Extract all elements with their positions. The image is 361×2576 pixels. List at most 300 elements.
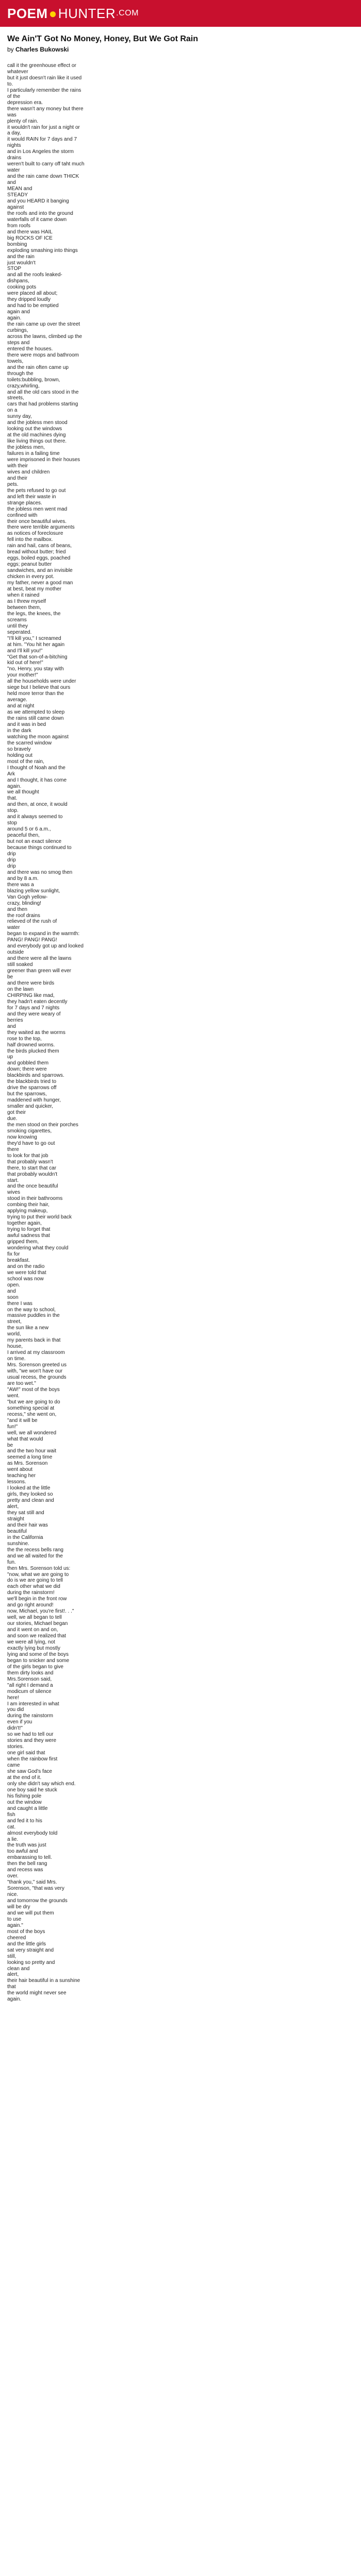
poem-line: beautiful — [7, 1528, 27, 1534]
poem-title: We Ain'T Got No Money, Honey, But We Got Rain — [7, 35, 199, 43]
poem-line: so bravely — [7, 746, 31, 752]
byline-prefix: by — [7, 46, 16, 53]
poem-line: and you HEARD it banging against — [7, 198, 71, 210]
poem-line: the roof drains — [7, 912, 40, 919]
poem-line: strange places. — [7, 500, 42, 506]
poem-line: a lie. — [7, 1836, 19, 1842]
poem-line: stories. — [7, 1744, 24, 1750]
poem-line: exploding smashing into things — [7, 247, 78, 253]
poem-line: that probably wasn't — [7, 1159, 53, 1165]
poem-line: and gobbled them — [7, 1060, 49, 1066]
poem-line: my father, never a good man — [7, 580, 73, 586]
poem-line: and their hair was — [7, 1522, 48, 1528]
poem-line: there were mops and bathroom towels, — [7, 352, 80, 364]
poem-line: their once beautiful wives. — [7, 518, 67, 524]
poem-line: STEADY — [7, 192, 28, 198]
poem-line: cooking pots — [7, 284, 37, 291]
poem-line: be — [7, 974, 13, 980]
poem-line: around 5 or 6 a.m., — [7, 826, 51, 833]
poem-line: and the rain — [7, 253, 35, 260]
poem-line: do is we are going to tell — [7, 1578, 63, 1584]
poem-line: drip — [7, 863, 16, 869]
poem-line: alert, — [7, 1504, 19, 1510]
poem-line: are too wet." — [7, 1380, 36, 1386]
poem-line: here! — [7, 1694, 19, 1701]
poem-line: gripped them, — [7, 1239, 39, 1245]
poem-line: they hadn't eaten decently — [7, 998, 68, 1005]
poem-line: I looked at the little — [7, 1485, 51, 1492]
poem-line: it wouldn't rain for just a night or — [7, 124, 80, 130]
poem-line: weren't built to carry off taht much — [7, 161, 85, 167]
poem-line: drive the sparrows off — [7, 1085, 57, 1091]
poem-line: from roofs — [7, 223, 31, 229]
poem-line: and I thought, it has come — [7, 777, 67, 783]
poem-line: them dirty looks and — [7, 1670, 54, 1676]
poem-line: there was a — [7, 882, 34, 888]
poem-line: and it was in bed — [7, 721, 46, 727]
poem-line: drip — [7, 851, 16, 857]
poem-line: that probably wouldn't — [7, 1171, 57, 1177]
poem-line: sat very straight and — [7, 1947, 54, 1953]
poem-line: confined with — [7, 512, 38, 518]
poem-line: failures in a failing time — [7, 451, 60, 457]
poem-line: sunshine. — [7, 1540, 29, 1547]
poem-line: at best, beat my mother — [7, 586, 62, 592]
poem-line: and fed it to his — [7, 1818, 42, 1824]
poem-line: the truth was just — [7, 1842, 46, 1849]
poem-line: and they were weary of — [7, 1011, 61, 1017]
poem-line: and go right around! — [7, 1602, 54, 1608]
poem-line: I arrived at my classroom — [7, 1350, 65, 1356]
poem-line: looking so pretty and — [7, 1959, 55, 1965]
poem-line: dishpans, — [7, 278, 29, 284]
poem-line: street, — [7, 1319, 22, 1325]
poem-line: soon — [7, 1294, 19, 1300]
poem-line: awful sadness that — [7, 1233, 50, 1239]
poem-line: and left their waste in — [7, 494, 56, 500]
poem-line: again." — [7, 1922, 23, 1928]
poem-line: and the rain often came up through the — [7, 364, 70, 377]
poem-line: teaching her — [7, 1473, 36, 1479]
poem-line: and I'll kill you!" — [7, 648, 43, 654]
poem-line: and we will put them — [7, 1910, 54, 1916]
poem-line: again. — [7, 315, 22, 321]
poem-line: the jobless men, — [7, 445, 45, 451]
poem-line: the roofs and into the ground — [7, 210, 73, 216]
poem-line: eggs; peanut butter — [7, 562, 52, 568]
poem-line: all the households were under — [7, 679, 76, 685]
poem-line: peaceful then, — [7, 833, 40, 839]
poem-line: trying to put their world back — [7, 1214, 72, 1221]
poem-line: and soon we realized that — [7, 1633, 66, 1639]
poem-line: STOP — [7, 266, 22, 272]
poem-line: waterfalls of it came down — [7, 216, 67, 223]
poem-line: call it the greenhouse effect or whatever — [7, 63, 78, 75]
poem-line: and the rain came down THICK and — [7, 174, 81, 186]
poem-line: kid out of here!" — [7, 660, 43, 666]
poem-line: on time. — [7, 1356, 26, 1362]
poem-line: the pets refused to go out — [7, 487, 66, 494]
poem-line: fell into the mailbox. — [7, 537, 53, 543]
poem-line: girls, they looked so — [7, 1492, 53, 1498]
poem-line: when the rainbow first — [7, 1756, 58, 1762]
poem-line: watching the moon against — [7, 734, 69, 740]
poem-line: something special at — [7, 1405, 55, 1411]
poem-line: the blackbirds tried to — [7, 1079, 57, 1085]
poem-line: and there was no smog then — [7, 869, 73, 875]
poem-line: Van Gogh yellow- — [7, 894, 48, 900]
poem-line: "now, what we are going to — [7, 1571, 69, 1578]
poem-line: so we had to tell our — [7, 1732, 54, 1738]
poem-line: MEAN and — [7, 186, 32, 192]
poem-line: I particularly remember the rains of the — [7, 87, 83, 99]
poem-line: we were all lying, not — [7, 1639, 55, 1645]
poem-line: there, to start that car — [7, 1165, 57, 1171]
poem-line: half drowned worms. — [7, 1042, 55, 1048]
poem-line: almost everybody told — [7, 1830, 58, 1836]
poem-line: depression era. — [7, 99, 43, 106]
poem-line: that. — [7, 795, 18, 802]
poem-line: and at night — [7, 703, 35, 709]
poem-line: alert, — [7, 1972, 19, 1978]
poem-line: the the recess bells rang — [7, 1547, 63, 1553]
poem-line: "all right I demand a — [7, 1682, 53, 1688]
poem-line: just wouldn't — [7, 260, 36, 266]
poem-line: again. — [7, 1996, 22, 2003]
poem-line: they waited as the worms — [7, 1029, 65, 1036]
poem-line: but not an exact silence — [7, 839, 62, 845]
logo-text-suffix: .COM — [116, 9, 139, 18]
poem-line: lessons. — [7, 1479, 26, 1485]
poem-line: and recess was — [7, 1867, 43, 1873]
poem-line: of the girls began to give — [7, 1664, 63, 1670]
poem-line: open. — [7, 1282, 21, 1288]
poem-line: and the once beautiful — [7, 1183, 58, 1190]
poem-line: plenty of rain. — [7, 118, 39, 124]
poem-line: fix for — [7, 1251, 20, 1257]
poem-line: again. — [7, 783, 22, 789]
poem-line: at him. "You hit her again — [7, 641, 65, 648]
poem-line: down; there were — [7, 1066, 47, 1073]
poem-line: in the California — [7, 1534, 43, 1540]
poem-line: rain and hail, cans of beans, — [7, 543, 72, 549]
poem-line: one girl said that — [7, 1750, 45, 1756]
poem-line: even if you — [7, 1719, 32, 1725]
poem-line: chicken in every pot. — [7, 574, 55, 580]
poem-line: as Mrs. Sorenson — [7, 1461, 48, 1467]
poem-line: most of the boys — [7, 1928, 45, 1935]
poem-line: stories and they were — [7, 1738, 57, 1744]
poem-line: well, we all wondered — [7, 1430, 57, 1436]
poem-line: house, — [7, 1344, 23, 1350]
poem-line: and — [7, 1023, 16, 1029]
poem-line: were imprisoned in their houses with their — [7, 457, 81, 469]
poem-line: and everybody got up and looked outside — [7, 943, 85, 956]
poem-line: didn't!" — [7, 1725, 23, 1732]
poem-line: the birds plucked them — [7, 1048, 59, 1054]
poem-line: held more terror than the — [7, 691, 64, 697]
poem-line: stop — [7, 820, 17, 826]
poem-line: CHIRPING like mad, — [7, 992, 55, 998]
poem-line: still soaked — [7, 962, 33, 968]
poem-line: up — [7, 1054, 13, 1060]
poem-line: the jobless men went mad — [7, 506, 68, 512]
poem-line: most of the rain, — [7, 758, 44, 765]
poem-line: and then — [7, 906, 27, 912]
poem-line: pretty and clean and — [7, 1498, 54, 1504]
poem-line: and — [7, 1288, 16, 1294]
poem-line: "I'll kill you," I screamed — [7, 635, 61, 641]
poem-line: the legs, the knees, the — [7, 611, 61, 617]
poem-line: we were told that — [7, 1269, 46, 1276]
poem-line: stood in their bathrooms — [7, 1196, 63, 1202]
poem-line: sandwiches, and an invisible — [7, 568, 73, 574]
poem-line: and the jobless men stood — [7, 420, 68, 426]
poem-line: rose to the top, — [7, 1036, 42, 1042]
poem-line: when it rained — [7, 592, 40, 598]
poem-line: bombing — [7, 241, 27, 247]
poem-line: applying makeup, — [7, 1208, 48, 1214]
poem-line: at the end of it. — [7, 1774, 42, 1781]
poem-line: and all the roofs leaked- — [7, 272, 62, 278]
poem-line: then Mrs. Sorenson told us: — [7, 1565, 71, 1571]
poem-line: I am interested in what — [7, 1701, 59, 1707]
poem-line: and on the radio — [7, 1263, 45, 1269]
poem-line: to use — [7, 1916, 22, 1922]
poem-line: went about — [7, 1467, 32, 1473]
poem-line: only she didn't say which end. — [7, 1781, 76, 1787]
poem-line: over. — [7, 1873, 19, 1879]
poem-line: we'll begin in the front row — [7, 1596, 67, 1602]
poem-line: cars that had problems starting on a — [7, 401, 80, 414]
poem-line: entered the houses. — [7, 346, 53, 352]
poem-line: on the way to school, — [7, 1307, 56, 1313]
poem-line: the scarred window — [7, 740, 52, 746]
poem-line: seperated. — [7, 629, 32, 635]
poem-line: and all the old cars stood in the streets, — [7, 389, 80, 401]
poem-line: Mrs.Sorenson said, — [7, 1676, 52, 1682]
poem-line: massive puddles in the — [7, 1313, 60, 1319]
poem-line: "AW!" most of the boys — [7, 1386, 60, 1393]
poem-line: and by 8 a.m. — [7, 875, 39, 882]
poem-line: "Get that son-of-a-bitching — [7, 654, 68, 660]
poem-line: and the little girls — [7, 1941, 46, 1947]
poem-line: cat. — [7, 1824, 16, 1830]
poem-line: berries — [7, 1017, 23, 1023]
poem-line: looking out the windows — [7, 426, 62, 432]
poem-line: together again, — [7, 1221, 42, 1227]
logo-text-left: POEM — [7, 5, 48, 21]
poem-line: and their — [7, 475, 27, 481]
poem-line: as notices of foreclosure — [7, 531, 63, 537]
poem-line: siege but I believe that ours — [7, 685, 71, 691]
poem-line: and there was HAIL — [7, 229, 53, 235]
poem-line: and there were birds — [7, 980, 55, 987]
poem-line: and then, at once, it would — [7, 802, 68, 808]
poem-line: wives — [7, 1190, 21, 1196]
poem-line: they dripped loudly — [7, 297, 51, 303]
poem-line: began to snicker and some — [7, 1657, 70, 1664]
poem-line: and tomorrow the grounds — [7, 1898, 68, 1904]
poem-line: and there were all the lawns — [7, 956, 72, 962]
poem-line: PANG! PANG! PANG! — [7, 937, 57, 943]
poem-line: to look for that job — [7, 1153, 48, 1159]
poem-line: average. — [7, 697, 27, 703]
poem-line: what that would — [7, 1436, 43, 1442]
poem-line: there I was — [7, 1300, 32, 1307]
poem-line: be — [7, 1442, 13, 1448]
poem-line: Sorenson, "that was very — [7, 1886, 64, 1892]
poem-line: holding out — [7, 752, 32, 758]
poem-line: "no, Henry, you stay with — [7, 666, 64, 672]
poem-line: too awful and — [7, 1849, 38, 1855]
poem-line: "but we are going to do — [7, 1399, 60, 1405]
poem-line: she saw God's face — [7, 1769, 52, 1775]
poem-line: fish — [7, 1811, 15, 1818]
logo-separator-icon: ● — [48, 5, 57, 21]
poem-line: one boy said he stuck — [7, 1787, 57, 1793]
poem-line: out the window — [7, 1799, 42, 1805]
poem-line: his fishing pole — [7, 1793, 42, 1799]
poem-line: then the bell rang — [7, 1861, 47, 1867]
poem-line: they'd have to go out — [7, 1140, 55, 1146]
site-logo[interactable] — [7, 4, 139, 23]
poem-line: got their — [7, 1110, 26, 1116]
poem-line: well, we all began to tell — [7, 1615, 62, 1621]
poem-line: water — [7, 925, 20, 931]
poem-line: on the lawn — [7, 986, 34, 992]
poem-line: fun. — [7, 1559, 16, 1565]
poem-line: will be dry — [7, 1904, 30, 1910]
poem-line: and in Los Angeles the storm drains — [7, 149, 75, 161]
logo-text-right: HUNTER — [58, 5, 116, 21]
poem-line: wondering what they could — [7, 1245, 69, 1251]
poem-line: cheered — [7, 1935, 26, 1941]
poem-line: fun!" — [7, 1423, 18, 1430]
poem-line: your mother!" — [7, 672, 38, 679]
poem-line: "and it will be — [7, 1417, 38, 1423]
poem-line: began to expand in the warmth: — [7, 931, 80, 937]
poem-line: because things continued to — [7, 845, 72, 851]
poem-line: our stories, Michael began — [7, 1621, 68, 1627]
poem-line: maddened with hunger, — [7, 1097, 61, 1104]
poem-line: now knowing — [7, 1134, 37, 1140]
poem-line: there were terrible arguments — [7, 524, 75, 531]
poem-line: exactly lying but mostly — [7, 1645, 60, 1651]
poem-body — [7, 63, 85, 2003]
poem-line: and we all waited for the — [7, 1553, 63, 1559]
poem-line: Mrs. Sorenson greeted us — [7, 1362, 67, 1368]
poem-line: a day, — [7, 130, 21, 137]
poem-line: it would RAIN for 7 days and 7 — [7, 137, 77, 143]
poem-line: there — [7, 1146, 19, 1153]
poem-line: "thank you," said Mrs. — [7, 1879, 57, 1886]
poem-line: there wasn't any money but there was — [7, 106, 85, 118]
poem-line: embarassing to tell. — [7, 1855, 52, 1861]
poem-line: between them, — [7, 604, 41, 611]
poem-line: in the dark — [7, 727, 31, 734]
poem-line: they sat still and — [7, 1510, 44, 1516]
poem-line: their hair beautiful in a sunshine that — [7, 1978, 81, 1990]
poem-line: but the sparrows, — [7, 1091, 47, 1097]
poem-line: water — [7, 167, 20, 174]
poem-line: drip — [7, 857, 16, 863]
poem-line: relieved of the rush of — [7, 919, 57, 925]
poem-line: we all thought — [7, 789, 39, 795]
poem-line: during the rainstorm! — [7, 1590, 55, 1596]
poem-line: start. — [7, 1177, 19, 1183]
poem-content — [0, 27, 361, 2003]
poem-line: and caught a little — [7, 1805, 48, 1811]
poem-line: modicum of silence — [7, 1688, 52, 1694]
poem-line: again and — [7, 309, 30, 315]
poem-line: came — [7, 1762, 20, 1769]
author-link[interactable]: Charles Bukowski — [15, 46, 69, 53]
poem-line: pets. — [7, 481, 19, 487]
poem-line: during the rainstorm — [7, 1713, 53, 1719]
poem-line: my parents back in that — [7, 1337, 61, 1344]
poem-line: smaller and quicker, — [7, 1104, 53, 1110]
poem-line: nights — [7, 143, 21, 149]
poem-line: and it went on and on, — [7, 1627, 58, 1633]
poem-line: usual recess, the grounds — [7, 1375, 67, 1381]
poem-line: lying and some of the boys — [7, 1651, 69, 1657]
poem-line: clean and — [7, 1965, 30, 1972]
poem-line: sunny day, — [7, 414, 32, 420]
poem-line: recess," she went on, — [7, 1411, 57, 1417]
poem-line: as we attempted to sleep — [7, 709, 65, 716]
poem-line: combing their hair, — [7, 1202, 50, 1208]
poem-line: wives and children — [7, 469, 50, 475]
poem-line: world, — [7, 1331, 21, 1337]
poem-line: the world might never see — [7, 1990, 67, 1996]
poem-line: blackbirds and sparrows. — [7, 1073, 64, 1079]
poem-line: bread without butter; fried — [7, 549, 66, 555]
poem-line: screams — [7, 617, 27, 623]
poem-line: the rain came up over the street curbings, — [7, 321, 81, 333]
poem-line: toilets:bubbling, brown, crazy,whirling, — [7, 377, 62, 389]
poem-line: smoking cigarettes, — [7, 1128, 52, 1134]
poem-line: and it always seemed to — [7, 814, 63, 820]
poem-line: eggs, boiled eggs, poached — [7, 555, 71, 562]
poem-line: you did — [7, 1707, 24, 1713]
poem-line: now, Michael, you're first!. . ." — [7, 1608, 74, 1615]
poem-line: Ark — [7, 771, 15, 777]
poem-line: the men stood on their porches — [7, 1122, 78, 1128]
poem-line: until they — [7, 623, 28, 629]
poem-line: trying to forget that — [7, 1227, 51, 1233]
site-header — [0, 0, 361, 27]
poem-line: school was now — [7, 1276, 44, 1282]
poem-line: like living things out there. — [7, 438, 67, 445]
poem-byline — [7, 45, 354, 54]
poem-line: and the two hour wait — [7, 1448, 57, 1454]
poem-line: the sun like a new — [7, 1325, 49, 1331]
poem-line: but it just doesn't rain like it used to. — [7, 75, 83, 87]
poem-line: greener than green will ever — [7, 968, 71, 974]
poem-line: crazy, blinding! — [7, 900, 41, 906]
poem-line: blazing yellow sunlight, — [7, 888, 60, 894]
poem-line: for 7 days and 7 nights — [7, 1005, 60, 1011]
poem-line: and had to be emptied — [7, 303, 59, 309]
poem-line: went. — [7, 1393, 20, 1399]
poem-line: nice. — [7, 1892, 19, 1898]
poem-line: breakfast. — [7, 1257, 30, 1263]
poem-line: due. — [7, 1115, 18, 1122]
poem-line: seemed a long time — [7, 1454, 53, 1461]
poem-line: across the lawns, climbed up the steps and — [7, 333, 84, 346]
poem-line: each other what we did — [7, 1584, 60, 1590]
